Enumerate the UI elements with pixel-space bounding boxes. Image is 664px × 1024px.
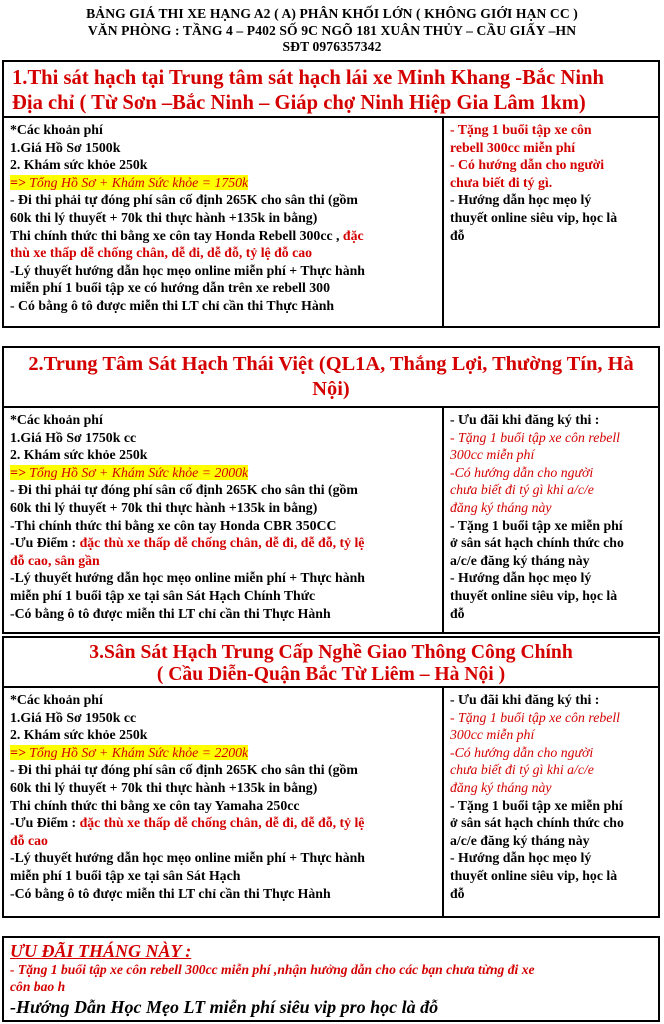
section1-title-line2: Địa chỉ ( Từ Sơn –Bắc Ninh – Giáp chợ Ninh Hiệp Gia Lâm 1km) (12, 92, 586, 114)
practice-guide: miễn phí 1 buổi tập xe tại sân Sát Hạch Chính Thức (10, 587, 316, 603)
car-license-exemption: - Có bằng ô tô được miễn thi LT chỉ cần thi Thực Hành (10, 297, 335, 313)
car-license-exemption: -Có bằng ô tô được miễn thi LT chỉ cần thi Thực Hành (10, 605, 331, 621)
fee-health-check: 2. Khám sức khỏe 250k (10, 727, 148, 743)
advantage-label: -Ưu Điểm : (10, 815, 80, 831)
section1-fees (4, 118, 444, 326)
offer-line: - Tặng 1 buổi tập xe côn (450, 122, 592, 137)
section2-title (2, 346, 660, 408)
offer-line: ở sân sát hạch chính thức cho (450, 535, 624, 551)
vehicle-advantage-text: thù xe thấp dễ chống chân, dễ đi, dễ đỗ, tỷ lệ đỗ cao (10, 245, 313, 261)
advantage-line (10, 534, 438, 552)
offer-line: đỗ (450, 885, 465, 901)
exam-vehicle (10, 227, 438, 245)
offer-line: 300cc miễn phí (450, 447, 535, 463)
section3-title (2, 636, 660, 688)
offer-line: thuyết online siêu vip, học là (450, 867, 618, 883)
fee-health-check: 2. Khám sức khỏe 250k (10, 157, 148, 173)
promo-title: ƯU ĐÃI THÁNG NÀY : (10, 941, 192, 961)
section1-offers (446, 118, 658, 326)
offer-line: chưa biết đi tý gì. (450, 174, 553, 190)
offer-line: rebell 300cc miễn phí (450, 139, 576, 155)
section2-title-line2: Nội) (312, 378, 350, 400)
offer-line: - Ưu đãi khi đăng ký thi : (450, 412, 600, 427)
section1-title-line1: 1.Thi sát hạch tại Trung tâm sát hạch lái xe Minh Khang -Bắc Ninh (12, 67, 604, 89)
offer-line: thuyết online siêu vip, học là (450, 587, 618, 603)
exam-vehicle: -Thi chính thức thi bằng xe côn tay Honda CBR 350CC (10, 517, 337, 533)
offer-line: thuyết online siêu vip, học là (450, 209, 618, 225)
section2-fees (4, 408, 444, 632)
total-value: 1750k (214, 174, 249, 190)
exam-fee-line: - Đi thi phải tự đóng phí sân cố định 265K cho sân thi (gồm (10, 192, 358, 208)
section2-title-line1: 2.Trung Tâm Sát Hạch Thái Việt (QL1A, Thắng Lợi, Thường Tín, Hà (28, 353, 634, 375)
offer-line: - Tặng 1 buổi tập xe côn rebell (450, 709, 621, 725)
offer-line: đỗ (450, 605, 465, 621)
total-label: Tổng Hồ Sơ + Khám Sức khỏe = (29, 464, 215, 480)
fee-dossier: 1.Giá Hồ Sơ 1950k cc (10, 709, 137, 725)
promo-line-2: côn bao h (10, 978, 66, 994)
section3-fees (4, 688, 444, 916)
section3-title-line2: ( Cầu Diễn-Quận Bắc Từ Liêm – Hà Nội ) (156, 664, 506, 685)
theory-guide: -Lý thuyết hướng dẫn học mẹo online miễn phí + Thực hành (10, 850, 365, 866)
fee-total (10, 174, 438, 192)
header-phone: SĐT 0976357342 (282, 39, 382, 54)
fee-total (10, 744, 438, 762)
total-value: 2200k (214, 744, 249, 760)
offer-line: 300cc miễn phí (450, 727, 535, 743)
offer-line: - Tặng 1 buổi tập xe côn rebell (450, 429, 621, 445)
offer-line: đăng ký tháng này (450, 779, 552, 795)
offer-line: a/c/e đăng ký tháng này (450, 552, 590, 568)
practice-guide: miễn phí 1 buổi tập xe có hướng dẫn trên xe rebell 300 (10, 280, 330, 296)
header-title: BẢNG GIÁ THI XE HẠNG A2 ( A) PHÂN KHỐI LỚN ( KHÔNG GIỚI HẠN CC ) (86, 6, 578, 21)
exam-fee-breakdown: 60k thi lý thuyết + 70k thi thực hành +135k in bằng) (10, 779, 318, 795)
practice-guide: miễn phí 1 buổi tập xe tại sân Sát Hạch (10, 867, 241, 883)
total-value: 2000k (214, 464, 249, 480)
promo-line-3: -Hướng Dẫn Học Mẹo LT miễn phí siêu vip pro học là đỗ (10, 997, 439, 1017)
fee-total (10, 464, 438, 482)
fees-heading: *Các khoản phí (10, 412, 103, 427)
promo-line-1: - Tặng 1 buổi tập xe côn rebell 300cc miễn phí ,nhận hưởng dẫn cho các bạn chưa từng đi xe (10, 962, 535, 977)
offer-line: - Có hướng dẫn cho người (450, 157, 605, 173)
offer-line: - Tặng 1 buổi tập xe miễn phí (450, 797, 623, 813)
section2-table (2, 408, 660, 634)
advantage-text: đặc thù xe thấp dễ chống chân, dễ đi, dễ đỗ, tỷ lệ (79, 535, 365, 551)
exam-vehicle-text: Thi chính thức thi bằng xe côn tay Honda Rebell 300cc , (10, 227, 343, 243)
car-license-exemption: -Có bằng ô tô được miễn thi LT chỉ cần thi Thực Hành (10, 885, 331, 901)
offer-line: đăng ký tháng này (450, 499, 552, 515)
exam-fee-line: - Đi thi phải tự đóng phí sân cố định 265K cho sân thi (gồm (10, 762, 358, 778)
section1-title (2, 60, 660, 118)
exam-vehicle: Thi chính thức thi bằng xe côn tay Yamaha 250cc (10, 797, 300, 813)
offer-line: -Có hướng dẫn cho người (450, 464, 594, 480)
offer-line: ở sân sát hạch chính thức cho (450, 815, 624, 831)
fee-dossier: 1.Giá Hồ Sơ 1750k cc (10, 429, 137, 445)
advantage-text-cont: đỗ cao (10, 832, 48, 848)
advantage-line (10, 814, 438, 832)
offer-line: - Tặng 1 buổi tập xe miễn phí (450, 517, 623, 533)
section3-table (2, 688, 660, 918)
theory-guide: -Lý thuyết hướng dẫn học mẹo online miễn phí + Thực hành (10, 570, 365, 586)
section3-offers (446, 688, 658, 916)
offer-line: chưa biết đi tý gì khi a/c/e (450, 762, 594, 778)
offer-line: chưa biết đi tý gì khi a/c/e (450, 482, 594, 498)
total-label: Tổng Hồ Sơ + Khám Sức khỏe = (29, 174, 215, 190)
section3-title-line1: 3.Sân Sát Hạch Trung Cấp Nghề Giao Thông Công Chính (89, 642, 573, 663)
offer-line: -Có hướng dẫn cho người (450, 744, 594, 760)
advantage-label: -Ưu Điểm : (10, 535, 80, 551)
advantage-text: đặc thù xe thấp dễ chống chân, dễ đi, dễ đỗ, tỷ lệ (79, 815, 365, 831)
total-label: Tổng Hồ Sơ + Khám Sức khỏe = (29, 744, 215, 760)
total-arrow: => (10, 174, 30, 190)
monthly-promo (2, 936, 660, 1022)
fee-dossier: 1.Giá Hồ Sơ 1500k (10, 139, 121, 155)
exam-vehicle-advantage: đặc (342, 227, 364, 243)
offer-line: a/c/e đăng ký tháng này (450, 832, 590, 848)
advantage-text-cont: đỗ cao, sân gần (10, 552, 100, 568)
total-arrow: => (10, 464, 30, 480)
offer-line: - Ưu đãi khi đăng ký thi : (450, 692, 600, 707)
section1-table (2, 118, 660, 328)
offer-line: - Hướng dẫn học mẹo lý (450, 192, 592, 208)
document-header (10, 6, 654, 62)
exam-fee-line: - Đi thi phải tự đóng phí sân cố định 265K cho sân thi (gồm (10, 482, 358, 498)
offer-line: đỗ (450, 227, 465, 243)
header-office-address: VĂN PHÒNG : TẦNG 4 – P402 SỐ 9C NGÕ 181 XUÂN THỦY – CẦU GIẤY –HN (87, 22, 577, 38)
fees-heading: *Các khoản phí (10, 692, 103, 707)
theory-guide: -Lý thuyết hướng dẫn học mẹo online miễn phí + Thực hành (10, 262, 365, 278)
exam-fee-breakdown: 60k thi lý thuyết + 70k thi thực hành +135k in bằng) (10, 499, 318, 515)
offer-line: - Hướng dẫn học mẹo lý (450, 850, 592, 866)
exam-fee-breakdown: 60k thi lý thuyết + 70k thi thực hành +135k in bằng) (10, 209, 318, 225)
section2-offers (446, 408, 658, 632)
fee-health-check: 2. Khám sức khỏe 250k (10, 447, 148, 463)
offer-line: - Hướng dẫn học mẹo lý (450, 570, 592, 586)
fees-heading: *Các khoản phí (10, 122, 103, 137)
total-arrow: => (10, 744, 30, 760)
